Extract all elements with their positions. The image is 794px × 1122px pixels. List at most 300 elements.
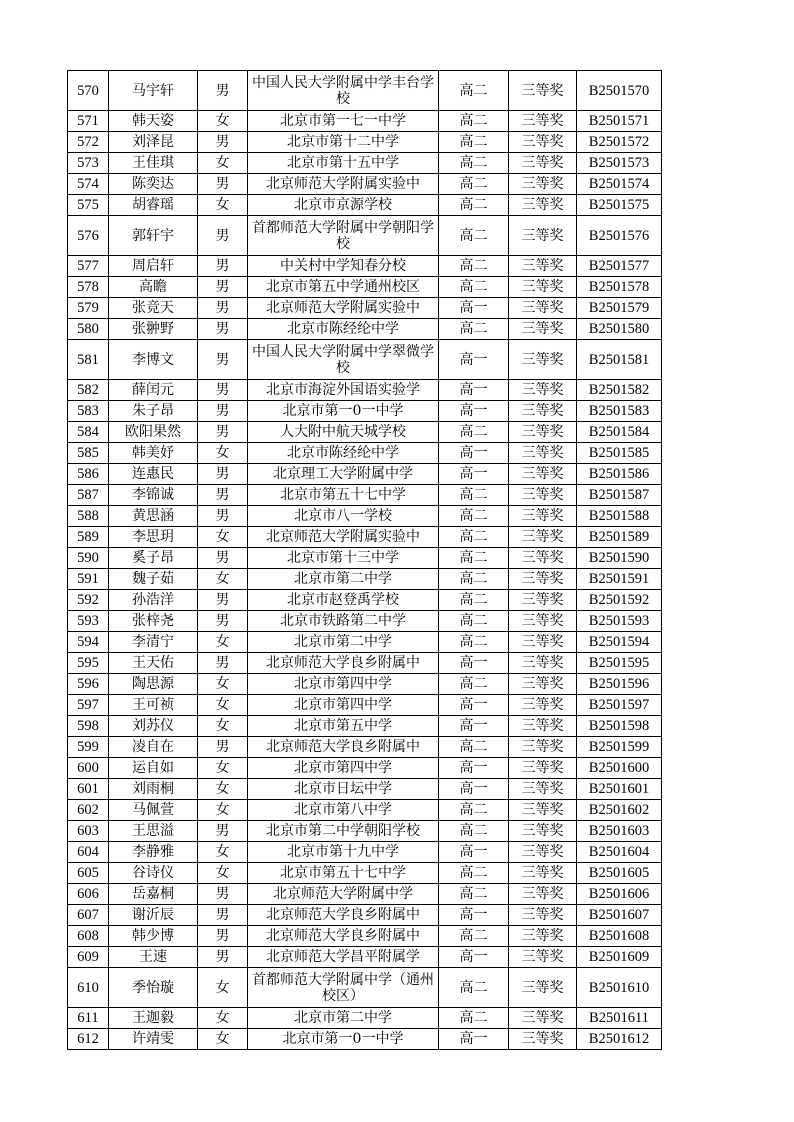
cell-gender: 男 xyxy=(198,401,248,422)
cell-award-level: 三等奖 xyxy=(509,632,577,653)
cell-award-level: 三等奖 xyxy=(509,464,577,485)
cell-certificate-code: B2501592 xyxy=(577,590,662,611)
cell-certificate-code: B2501595 xyxy=(577,653,662,674)
cell-grade: 高二 xyxy=(439,277,509,298)
cell-award-level: 三等奖 xyxy=(509,758,577,779)
cell-school: 北京师范大学良乡附属中 xyxy=(248,653,439,674)
cell-gender: 男 xyxy=(198,653,248,674)
cell-number: 601 xyxy=(68,779,109,800)
cell-award-level: 三等奖 xyxy=(509,527,577,548)
cell-number: 575 xyxy=(68,195,109,216)
cell-gender: 女 xyxy=(198,695,248,716)
cell-school: 北京市第五十七中学 xyxy=(248,485,439,506)
cell-student-name: 陶思源 xyxy=(109,674,198,695)
cell-grade: 高二 xyxy=(439,821,509,842)
cell-grade: 高二 xyxy=(439,422,509,443)
cell-award-level: 三等奖 xyxy=(509,821,577,842)
cell-grade: 高一 xyxy=(439,340,509,380)
cell-school: 北京师范大学附属实验中 xyxy=(248,298,439,319)
cell-grade: 高二 xyxy=(439,926,509,947)
cell-certificate-code: B2501603 xyxy=(577,821,662,842)
table-row xyxy=(68,422,662,443)
cell-award-level: 三等奖 xyxy=(509,1008,577,1029)
cell-school: 北京师范大学良乡附属中 xyxy=(248,926,439,947)
cell-school: 北京市赵登禹学校 xyxy=(248,590,439,611)
cell-number: 604 xyxy=(68,842,109,863)
cell-student-name: 郭轩宇 xyxy=(109,216,198,256)
cell-number: 579 xyxy=(68,298,109,319)
cell-award-level: 三等奖 xyxy=(509,319,577,340)
cell-certificate-code: B2501602 xyxy=(577,800,662,821)
table-row xyxy=(68,216,662,256)
cell-award-level: 三等奖 xyxy=(509,695,577,716)
table-row xyxy=(68,548,662,569)
cell-award-level: 三等奖 xyxy=(509,779,577,800)
cell-certificate-code: B2501590 xyxy=(577,548,662,569)
cell-student-name: 朱子昂 xyxy=(109,401,198,422)
cell-student-name: 运自如 xyxy=(109,758,198,779)
cell-award-level: 三等奖 xyxy=(509,884,577,905)
cell-student-name: 王可祯 xyxy=(109,695,198,716)
table-row xyxy=(68,527,662,548)
cell-gender: 男 xyxy=(198,548,248,569)
cell-school: 北京市第八中学 xyxy=(248,800,439,821)
cell-certificate-code: B2501608 xyxy=(577,926,662,947)
cell-gender: 女 xyxy=(198,842,248,863)
cell-school: 北京市第一0一中学 xyxy=(248,401,439,422)
cell-student-name: 王天佑 xyxy=(109,653,198,674)
cell-grade: 高一 xyxy=(439,842,509,863)
cell-certificate-code: B2501589 xyxy=(577,527,662,548)
cell-certificate-code: B2501609 xyxy=(577,947,662,968)
cell-number: 600 xyxy=(68,758,109,779)
cell-certificate-code: B2501579 xyxy=(577,298,662,319)
cell-certificate-code: B2501575 xyxy=(577,195,662,216)
cell-grade: 高一 xyxy=(439,905,509,926)
cell-gender: 男 xyxy=(198,298,248,319)
cell-number: 587 xyxy=(68,485,109,506)
cell-certificate-code: B2501599 xyxy=(577,737,662,758)
cell-grade: 高二 xyxy=(439,506,509,527)
table-row xyxy=(68,174,662,195)
cell-school: 北京市陈经纶中学 xyxy=(248,443,439,464)
cell-school: 北京市海淀外国语实验学 xyxy=(248,380,439,401)
cell-grade: 高二 xyxy=(439,216,509,256)
cell-number: 602 xyxy=(68,800,109,821)
cell-gender: 男 xyxy=(198,380,248,401)
cell-student-name: 刘雨桐 xyxy=(109,779,198,800)
cell-certificate-code: B2501606 xyxy=(577,884,662,905)
cell-school: 北京市第十三中学 xyxy=(248,548,439,569)
cell-school: 北京师范大学昌平附属学 xyxy=(248,947,439,968)
cell-number: 609 xyxy=(68,947,109,968)
cell-school: 北京市第四中学 xyxy=(248,674,439,695)
cell-student-name: 凌自在 xyxy=(109,737,198,758)
cell-student-name: 王思溢 xyxy=(109,821,198,842)
cell-award-level: 三等奖 xyxy=(509,800,577,821)
cell-grade: 高二 xyxy=(439,632,509,653)
cell-student-name: 许靖雯 xyxy=(109,1029,198,1050)
award-list-page xyxy=(67,70,662,1050)
cell-certificate-code: B2501593 xyxy=(577,611,662,632)
cell-award-level: 三等奖 xyxy=(509,216,577,256)
cell-number: 577 xyxy=(68,256,109,277)
cell-school: 中国人民大学附属中学丰台学校 xyxy=(248,71,439,111)
table-row xyxy=(68,1008,662,1029)
cell-gender: 男 xyxy=(198,821,248,842)
cell-number: 607 xyxy=(68,905,109,926)
cell-number: 593 xyxy=(68,611,109,632)
cell-student-name: 王迦毅 xyxy=(109,1008,198,1029)
cell-certificate-code: B2501591 xyxy=(577,569,662,590)
cell-number: 599 xyxy=(68,737,109,758)
cell-certificate-code: B2501604 xyxy=(577,842,662,863)
cell-student-name: 张翀野 xyxy=(109,319,198,340)
cell-award-level: 三等奖 xyxy=(509,842,577,863)
cell-school: 北京市第五十七中学 xyxy=(248,863,439,884)
cell-grade: 高二 xyxy=(439,256,509,277)
cell-student-name: 李思玥 xyxy=(109,527,198,548)
cell-student-name: 魏子茹 xyxy=(109,569,198,590)
cell-student-name: 黄思涵 xyxy=(109,506,198,527)
cell-grade: 高二 xyxy=(439,884,509,905)
cell-certificate-code: B2501581 xyxy=(577,340,662,380)
cell-school: 北京市第五中学通州校区 xyxy=(248,277,439,298)
cell-school: 北京市第十九中学 xyxy=(248,842,439,863)
cell-student-name: 马佩萱 xyxy=(109,800,198,821)
cell-award-level: 三等奖 xyxy=(509,380,577,401)
table-row xyxy=(68,800,662,821)
cell-grade: 高一 xyxy=(439,947,509,968)
table-row xyxy=(68,695,662,716)
table-row xyxy=(68,464,662,485)
cell-number: 572 xyxy=(68,132,109,153)
cell-student-name: 韩天姿 xyxy=(109,111,198,132)
cell-grade: 高一 xyxy=(439,401,509,422)
cell-number: 595 xyxy=(68,653,109,674)
cell-certificate-code: B2501573 xyxy=(577,153,662,174)
cell-grade: 高二 xyxy=(439,71,509,111)
cell-award-level: 三等奖 xyxy=(509,548,577,569)
cell-grade: 高一 xyxy=(439,758,509,779)
cell-certificate-code: B2501597 xyxy=(577,695,662,716)
cell-gender: 女 xyxy=(198,1008,248,1029)
cell-gender: 女 xyxy=(198,527,248,548)
cell-school: 北京市日坛中学 xyxy=(248,779,439,800)
cell-gender: 男 xyxy=(198,506,248,527)
table-row xyxy=(68,884,662,905)
table-row xyxy=(68,779,662,800)
cell-number: 610 xyxy=(68,968,109,1008)
cell-school: 首都师范大学附属中学朝阳学校 xyxy=(248,216,439,256)
cell-certificate-code: B2501600 xyxy=(577,758,662,779)
cell-award-level: 三等奖 xyxy=(509,195,577,216)
table-row xyxy=(68,340,662,380)
cell-student-name: 韩少博 xyxy=(109,926,198,947)
cell-certificate-code: B2501570 xyxy=(577,71,662,111)
cell-award-level: 三等奖 xyxy=(509,401,577,422)
cell-student-name: 李静雅 xyxy=(109,842,198,863)
cell-student-name: 连惠民 xyxy=(109,464,198,485)
cell-award-level: 三等奖 xyxy=(509,340,577,380)
cell-school: 人大附中航天城学校 xyxy=(248,422,439,443)
cell-grade: 高二 xyxy=(439,195,509,216)
cell-student-name: 刘苏仪 xyxy=(109,716,198,737)
cell-school: 北京市第五中学 xyxy=(248,716,439,737)
cell-certificate-code: B2501601 xyxy=(577,779,662,800)
cell-student-name: 张竞天 xyxy=(109,298,198,319)
cell-grade: 高一 xyxy=(439,298,509,319)
cell-certificate-code: B2501587 xyxy=(577,485,662,506)
cell-award-level: 三等奖 xyxy=(509,111,577,132)
cell-number: 611 xyxy=(68,1008,109,1029)
cell-school: 北京市陈经纶中学 xyxy=(248,319,439,340)
cell-grade: 高二 xyxy=(439,111,509,132)
cell-school: 北京市第二中学 xyxy=(248,1008,439,1029)
table-row xyxy=(68,506,662,527)
cell-gender: 男 xyxy=(198,319,248,340)
cell-gender: 女 xyxy=(198,716,248,737)
cell-student-name: 谢沂辰 xyxy=(109,905,198,926)
cell-school: 北京市铁路第二中学 xyxy=(248,611,439,632)
cell-award-level: 三等奖 xyxy=(509,968,577,1008)
cell-gender: 女 xyxy=(198,569,248,590)
cell-certificate-code: B2501582 xyxy=(577,380,662,401)
cell-number: 592 xyxy=(68,590,109,611)
cell-certificate-code: B2501612 xyxy=(577,1029,662,1050)
cell-school: 首都师范大学附属中学（通州校区） xyxy=(248,968,439,1008)
table-row xyxy=(68,821,662,842)
cell-grade: 高一 xyxy=(439,1029,509,1050)
cell-school: 北京理工大学附属中学 xyxy=(248,464,439,485)
award-table-body xyxy=(68,71,662,1050)
cell-gender: 男 xyxy=(198,132,248,153)
cell-student-name: 李清宁 xyxy=(109,632,198,653)
cell-gender: 男 xyxy=(198,340,248,380)
cell-gender: 女 xyxy=(198,863,248,884)
cell-grade: 高一 xyxy=(439,443,509,464)
cell-number: 586 xyxy=(68,464,109,485)
cell-gender: 男 xyxy=(198,174,248,195)
cell-student-name: 谷诗仪 xyxy=(109,863,198,884)
cell-number: 594 xyxy=(68,632,109,653)
cell-school: 北京师范大学良乡附属中 xyxy=(248,737,439,758)
cell-award-level: 三等奖 xyxy=(509,1029,577,1050)
cell-gender: 男 xyxy=(198,422,248,443)
cell-number: 585 xyxy=(68,443,109,464)
cell-award-level: 三等奖 xyxy=(509,485,577,506)
cell-school: 北京市第二中学 xyxy=(248,569,439,590)
cell-school: 北京师范大学附属中学 xyxy=(248,884,439,905)
cell-number: 584 xyxy=(68,422,109,443)
table-row xyxy=(68,298,662,319)
cell-student-name: 李博文 xyxy=(109,340,198,380)
cell-grade: 高二 xyxy=(439,153,509,174)
cell-number: 608 xyxy=(68,926,109,947)
cell-certificate-code: B2501610 xyxy=(577,968,662,1008)
cell-grade: 高一 xyxy=(439,464,509,485)
cell-school: 北京市第一0一中学 xyxy=(248,1029,439,1050)
cell-school: 北京市八一学校 xyxy=(248,506,439,527)
cell-student-name: 刘泽昆 xyxy=(109,132,198,153)
table-row xyxy=(68,863,662,884)
cell-student-name: 陈奕达 xyxy=(109,174,198,195)
cell-grade: 高一 xyxy=(439,653,509,674)
cell-certificate-code: B2501598 xyxy=(577,716,662,737)
table-row xyxy=(68,611,662,632)
cell-gender: 男 xyxy=(198,905,248,926)
cell-grade: 高一 xyxy=(439,779,509,800)
cell-student-name: 王佳琪 xyxy=(109,153,198,174)
cell-grade: 高一 xyxy=(439,380,509,401)
cell-grade: 高二 xyxy=(439,569,509,590)
cell-certificate-code: B2501577 xyxy=(577,256,662,277)
table-row xyxy=(68,485,662,506)
table-row xyxy=(68,443,662,464)
cell-number: 606 xyxy=(68,884,109,905)
cell-certificate-code: B2501585 xyxy=(577,443,662,464)
table-row xyxy=(68,968,662,1008)
cell-number: 573 xyxy=(68,153,109,174)
cell-award-level: 三等奖 xyxy=(509,506,577,527)
cell-grade: 高一 xyxy=(439,695,509,716)
cell-award-level: 三等奖 xyxy=(509,737,577,758)
cell-student-name: 马宇轩 xyxy=(109,71,198,111)
cell-certificate-code: B2501574 xyxy=(577,174,662,195)
cell-award-level: 三等奖 xyxy=(509,611,577,632)
cell-grade: 高二 xyxy=(439,132,509,153)
cell-grade: 高二 xyxy=(439,548,509,569)
cell-grade: 高一 xyxy=(439,716,509,737)
cell-gender: 男 xyxy=(198,464,248,485)
cell-number: 605 xyxy=(68,863,109,884)
cell-certificate-code: B2501583 xyxy=(577,401,662,422)
cell-gender: 男 xyxy=(198,947,248,968)
cell-number: 571 xyxy=(68,111,109,132)
table-row xyxy=(68,380,662,401)
cell-number: 581 xyxy=(68,340,109,380)
cell-award-level: 三等奖 xyxy=(509,422,577,443)
cell-certificate-code: B2501594 xyxy=(577,632,662,653)
cell-award-level: 三等奖 xyxy=(509,716,577,737)
cell-student-name: 王速 xyxy=(109,947,198,968)
cell-certificate-code: B2501611 xyxy=(577,1008,662,1029)
cell-certificate-code: B2501607 xyxy=(577,905,662,926)
cell-grade: 高二 xyxy=(439,590,509,611)
table-row xyxy=(68,319,662,340)
cell-certificate-code: B2501584 xyxy=(577,422,662,443)
cell-number: 580 xyxy=(68,319,109,340)
cell-award-level: 三等奖 xyxy=(509,277,577,298)
cell-award-level: 三等奖 xyxy=(509,256,577,277)
cell-student-name: 岳嘉桐 xyxy=(109,884,198,905)
cell-school: 北京市第二中学朝阳学校 xyxy=(248,821,439,842)
cell-student-name: 薛闰元 xyxy=(109,380,198,401)
cell-grade: 高二 xyxy=(439,174,509,195)
table-row xyxy=(68,905,662,926)
cell-number: 596 xyxy=(68,674,109,695)
cell-student-name: 孙浩洋 xyxy=(109,590,198,611)
cell-certificate-code: B2501605 xyxy=(577,863,662,884)
cell-gender: 女 xyxy=(198,674,248,695)
cell-award-level: 三等奖 xyxy=(509,174,577,195)
table-row xyxy=(68,71,662,111)
cell-award-level: 三等奖 xyxy=(509,926,577,947)
cell-school: 中国人民大学附属中学翠微学校 xyxy=(248,340,439,380)
cell-award-level: 三等奖 xyxy=(509,905,577,926)
award-table xyxy=(67,70,662,1050)
cell-gender: 男 xyxy=(198,485,248,506)
cell-school: 北京师范大学良乡附属中 xyxy=(248,905,439,926)
cell-award-level: 三等奖 xyxy=(509,569,577,590)
cell-award-level: 三等奖 xyxy=(509,153,577,174)
cell-gender: 男 xyxy=(198,71,248,111)
table-row xyxy=(68,256,662,277)
cell-grade: 高二 xyxy=(439,527,509,548)
cell-student-name: 李锦诚 xyxy=(109,485,198,506)
cell-gender: 男 xyxy=(198,926,248,947)
table-row xyxy=(68,674,662,695)
cell-gender: 女 xyxy=(198,800,248,821)
table-row xyxy=(68,653,662,674)
cell-gender: 女 xyxy=(198,758,248,779)
table-row xyxy=(68,590,662,611)
cell-certificate-code: B2501596 xyxy=(577,674,662,695)
cell-certificate-code: B2501588 xyxy=(577,506,662,527)
table-row xyxy=(68,401,662,422)
cell-number: 598 xyxy=(68,716,109,737)
cell-number: 578 xyxy=(68,277,109,298)
cell-grade: 高二 xyxy=(439,968,509,1008)
cell-school: 北京市京源学校 xyxy=(248,195,439,216)
cell-student-name: 张梓尧 xyxy=(109,611,198,632)
table-row xyxy=(68,947,662,968)
table-row xyxy=(68,926,662,947)
cell-award-level: 三等奖 xyxy=(509,298,577,319)
table-row xyxy=(68,632,662,653)
cell-student-name: 胡睿瑶 xyxy=(109,195,198,216)
cell-award-level: 三等奖 xyxy=(509,863,577,884)
table-row xyxy=(68,737,662,758)
cell-certificate-code: B2501580 xyxy=(577,319,662,340)
cell-certificate-code: B2501576 xyxy=(577,216,662,256)
cell-gender: 女 xyxy=(198,968,248,1008)
cell-number: 603 xyxy=(68,821,109,842)
cell-gender: 女 xyxy=(198,195,248,216)
cell-number: 583 xyxy=(68,401,109,422)
cell-student-name: 韩美妤 xyxy=(109,443,198,464)
cell-grade: 高二 xyxy=(439,800,509,821)
cell-award-level: 三等奖 xyxy=(509,947,577,968)
cell-school: 北京市第四中学 xyxy=(248,758,439,779)
cell-school: 北京市第十二中学 xyxy=(248,132,439,153)
cell-student-name: 奚子昂 xyxy=(109,548,198,569)
cell-number: 588 xyxy=(68,506,109,527)
cell-number: 570 xyxy=(68,71,109,111)
cell-certificate-code: B2501572 xyxy=(577,132,662,153)
table-row xyxy=(68,716,662,737)
cell-grade: 高二 xyxy=(439,674,509,695)
cell-certificate-code: B2501571 xyxy=(577,111,662,132)
cell-certificate-code: B2501586 xyxy=(577,464,662,485)
table-row xyxy=(68,842,662,863)
table-row xyxy=(68,111,662,132)
cell-number: 612 xyxy=(68,1029,109,1050)
cell-number: 589 xyxy=(68,527,109,548)
cell-school: 北京市第一七一中学 xyxy=(248,111,439,132)
cell-school: 北京师范大学附属实验中 xyxy=(248,174,439,195)
cell-gender: 女 xyxy=(198,443,248,464)
